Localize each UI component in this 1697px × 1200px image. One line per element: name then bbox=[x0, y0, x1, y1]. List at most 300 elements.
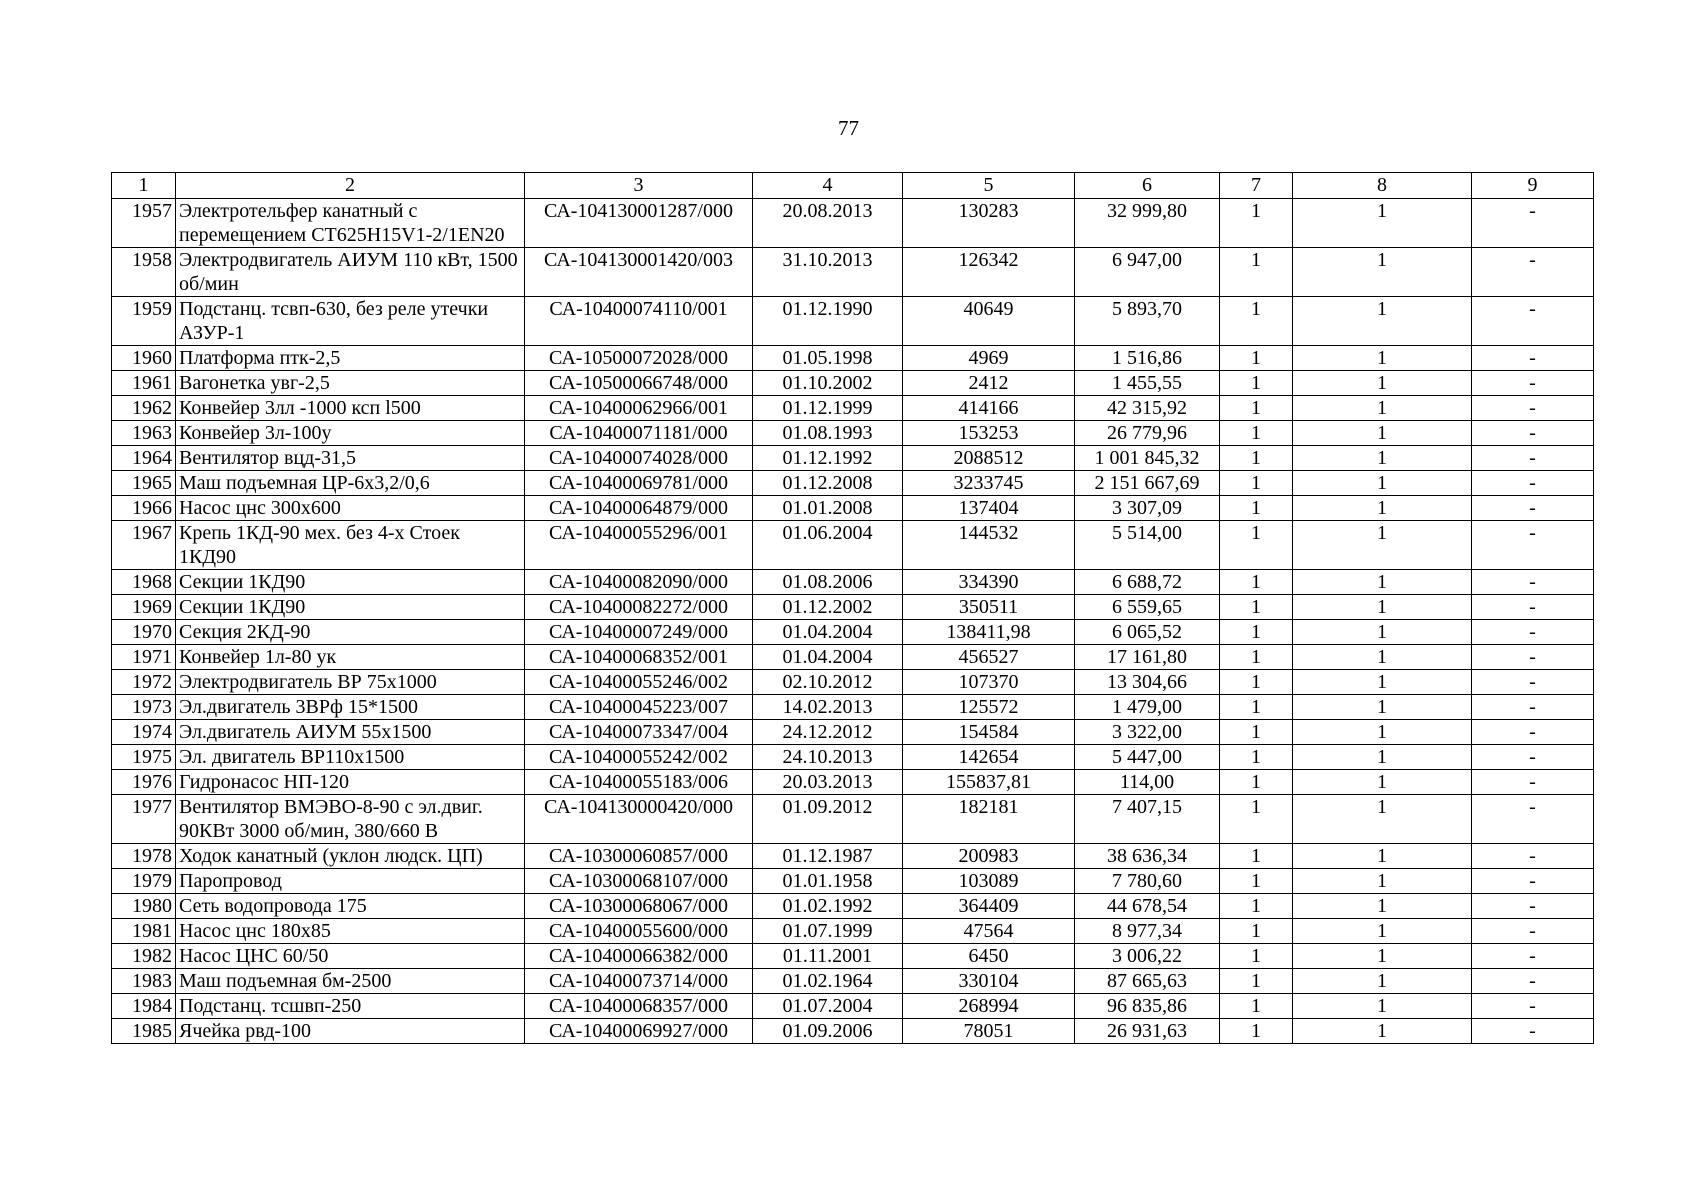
item-name-cell: Конвейер 3лл -1000 ксп l500 bbox=[176, 396, 525, 421]
item-name-cell: Вентилятор ВМЭВО-8-90 с эл.двиг. 90КВт 3000 об/мин, 380/660 В bbox=[176, 795, 525, 844]
column-header: 5 bbox=[903, 173, 1075, 199]
asset-code-cell: СА-10400055242/002 bbox=[525, 745, 753, 770]
column-header: 1 bbox=[112, 173, 176, 199]
column-9-cell: - bbox=[1472, 595, 1594, 620]
table-row bbox=[112, 248, 1594, 297]
column-8-cell: 1 bbox=[1293, 795, 1472, 844]
column-9-cell: - bbox=[1472, 670, 1594, 695]
amount-cell: 7 407,15 bbox=[1075, 795, 1220, 844]
item-name-cell: Гидронасос НП-120 bbox=[176, 770, 525, 795]
column-8-cell: 1 bbox=[1293, 248, 1472, 297]
row-number-cell: 1977 bbox=[112, 795, 176, 844]
column-9-cell: - bbox=[1472, 919, 1594, 944]
column-7-cell: 1 bbox=[1220, 944, 1293, 969]
column-header: 3 bbox=[525, 173, 753, 199]
asset-table bbox=[111, 172, 1594, 1044]
inventory-value-cell: 364409 bbox=[903, 894, 1075, 919]
inventory-value-cell: 107370 bbox=[903, 670, 1075, 695]
inventory-value-cell: 78051 bbox=[903, 1019, 1075, 1044]
amount-cell: 96 835,86 bbox=[1075, 994, 1220, 1019]
row-number-cell: 1969 bbox=[112, 595, 176, 620]
inventory-value-cell: 4969 bbox=[903, 346, 1075, 371]
asset-code-cell: СА-10300060857/000 bbox=[525, 844, 753, 869]
column-7-cell: 1 bbox=[1220, 670, 1293, 695]
table-row bbox=[112, 346, 1594, 371]
column-9-cell: - bbox=[1472, 795, 1594, 844]
column-7-cell: 1 bbox=[1220, 1019, 1293, 1044]
table-header bbox=[112, 173, 1594, 199]
amount-cell: 13 304,66 bbox=[1075, 670, 1220, 695]
column-8-cell: 1 bbox=[1293, 994, 1472, 1019]
inventory-value-cell: 200983 bbox=[903, 844, 1075, 869]
item-name-cell: Ходок канатный (уклон людск. ЦП) bbox=[176, 844, 525, 869]
table-row bbox=[112, 620, 1594, 645]
column-9-cell: - bbox=[1472, 396, 1594, 421]
column-7-cell: 1 bbox=[1220, 695, 1293, 720]
column-7-cell: 1 bbox=[1220, 570, 1293, 595]
amount-cell: 5 514,00 bbox=[1075, 521, 1220, 570]
amount-cell: 6 688,72 bbox=[1075, 570, 1220, 595]
item-name-cell: Эл.двигатель 3ВРф 15*1500 bbox=[176, 695, 525, 720]
amount-cell: 6 065,52 bbox=[1075, 620, 1220, 645]
date-cell: 01.07.2004 bbox=[753, 994, 903, 1019]
column-9-cell: - bbox=[1472, 446, 1594, 471]
inventory-value-cell: 142654 bbox=[903, 745, 1075, 770]
table-row bbox=[112, 471, 1594, 496]
date-cell: 01.12.1990 bbox=[753, 297, 903, 346]
amount-cell: 42 315,92 bbox=[1075, 396, 1220, 421]
column-9-cell: - bbox=[1472, 969, 1594, 994]
amount-cell: 5 893,70 bbox=[1075, 297, 1220, 346]
column-7-cell: 1 bbox=[1220, 869, 1293, 894]
header-row bbox=[112, 173, 1594, 199]
table-row bbox=[112, 396, 1594, 421]
inventory-value-cell: 155837,81 bbox=[903, 770, 1075, 795]
amount-cell: 7 780,60 bbox=[1075, 869, 1220, 894]
date-cell: 01.12.1987 bbox=[753, 844, 903, 869]
row-number-cell: 1960 bbox=[112, 346, 176, 371]
inventory-value-cell: 330104 bbox=[903, 969, 1075, 994]
column-8-cell: 1 bbox=[1293, 645, 1472, 670]
asset-code-cell: СА-10400007249/000 bbox=[525, 620, 753, 645]
column-7-cell: 1 bbox=[1220, 969, 1293, 994]
inventory-value-cell: 126342 bbox=[903, 248, 1075, 297]
column-8-cell: 1 bbox=[1293, 471, 1472, 496]
column-7-cell: 1 bbox=[1220, 994, 1293, 1019]
column-header: 8 bbox=[1293, 173, 1472, 199]
table-row bbox=[112, 969, 1594, 994]
asset-code-cell: СА-10400082090/000 bbox=[525, 570, 753, 595]
date-cell: 01.04.2004 bbox=[753, 645, 903, 670]
item-name-cell: Подстанц. тсшвп-250 bbox=[176, 994, 525, 1019]
amount-cell: 17 161,80 bbox=[1075, 645, 1220, 670]
asset-code-cell: СА-10400073714/000 bbox=[525, 969, 753, 994]
column-8-cell: 1 bbox=[1293, 695, 1472, 720]
date-cell: 01.01.1958 bbox=[753, 869, 903, 894]
column-8-cell: 1 bbox=[1293, 595, 1472, 620]
amount-cell: 32 999,80 bbox=[1075, 199, 1220, 248]
amount-cell: 26 779,96 bbox=[1075, 421, 1220, 446]
column-header: 9 bbox=[1472, 173, 1594, 199]
table-row bbox=[112, 795, 1594, 844]
item-name-cell: Сеть водопровода 175 bbox=[176, 894, 525, 919]
row-number-cell: 1985 bbox=[112, 1019, 176, 1044]
column-8-cell: 1 bbox=[1293, 745, 1472, 770]
amount-cell: 1 455,55 bbox=[1075, 371, 1220, 396]
table-row bbox=[112, 521, 1594, 570]
table-row bbox=[112, 844, 1594, 869]
row-number-cell: 1972 bbox=[112, 670, 176, 695]
column-8-cell: 1 bbox=[1293, 944, 1472, 969]
item-name-cell: Электродвигатель ВР 75х1000 bbox=[176, 670, 525, 695]
date-cell: 01.06.2004 bbox=[753, 521, 903, 570]
column-9-cell: - bbox=[1472, 944, 1594, 969]
asset-code-cell: СА-10400069781/000 bbox=[525, 471, 753, 496]
table-body bbox=[112, 199, 1594, 1044]
asset-code-cell: СА-10400055600/000 bbox=[525, 919, 753, 944]
asset-code-cell: СА-10400073347/004 bbox=[525, 720, 753, 745]
column-7-cell: 1 bbox=[1220, 496, 1293, 521]
asset-code-cell: СА-10500066748/000 bbox=[525, 371, 753, 396]
column-8-cell: 1 bbox=[1293, 297, 1472, 346]
column-8-cell: 1 bbox=[1293, 1019, 1472, 1044]
item-name-cell: Секции 1КД90 bbox=[176, 595, 525, 620]
inventory-value-cell: 334390 bbox=[903, 570, 1075, 595]
item-name-cell: Маш подъемная ЦР-6х3,2/0,6 bbox=[176, 471, 525, 496]
amount-cell: 6 947,00 bbox=[1075, 248, 1220, 297]
inventory-value-cell: 153253 bbox=[903, 421, 1075, 446]
asset-code-cell: СА-10400068357/000 bbox=[525, 994, 753, 1019]
column-7-cell: 1 bbox=[1220, 620, 1293, 645]
column-7-cell: 1 bbox=[1220, 795, 1293, 844]
date-cell: 01.08.2006 bbox=[753, 570, 903, 595]
row-number-cell: 1970 bbox=[112, 620, 176, 645]
row-number-cell: 1966 bbox=[112, 496, 176, 521]
inventory-value-cell: 138411,98 bbox=[903, 620, 1075, 645]
column-8-cell: 1 bbox=[1293, 496, 1472, 521]
date-cell: 01.02.1992 bbox=[753, 894, 903, 919]
table-row bbox=[112, 869, 1594, 894]
column-9-cell: - bbox=[1472, 248, 1594, 297]
inventory-value-cell: 268994 bbox=[903, 994, 1075, 1019]
column-9-cell: - bbox=[1472, 346, 1594, 371]
date-cell: 01.12.1992 bbox=[753, 446, 903, 471]
inventory-value-cell: 137404 bbox=[903, 496, 1075, 521]
row-number-cell: 1967 bbox=[112, 521, 176, 570]
row-number-cell: 1958 bbox=[112, 248, 176, 297]
column-9-cell: - bbox=[1472, 199, 1594, 248]
row-number-cell: 1973 bbox=[112, 695, 176, 720]
inventory-value-cell: 3233745 bbox=[903, 471, 1075, 496]
date-cell: 01.12.2008 bbox=[753, 471, 903, 496]
item-name-cell: Вагонетка увг-2,5 bbox=[176, 371, 525, 396]
row-number-cell: 1980 bbox=[112, 894, 176, 919]
inventory-value-cell: 47564 bbox=[903, 919, 1075, 944]
amount-cell: 5 447,00 bbox=[1075, 745, 1220, 770]
date-cell: 01.07.1999 bbox=[753, 919, 903, 944]
date-cell: 01.05.1998 bbox=[753, 346, 903, 371]
item-name-cell: Подстанц. тсвп-630, без реле утечки АЗУР-1 bbox=[176, 297, 525, 346]
asset-code-cell: СА-10400066382/000 bbox=[525, 944, 753, 969]
column-8-cell: 1 bbox=[1293, 371, 1472, 396]
column-7-cell: 1 bbox=[1220, 471, 1293, 496]
column-8-cell: 1 bbox=[1293, 919, 1472, 944]
row-number-cell: 1962 bbox=[112, 396, 176, 421]
column-9-cell: - bbox=[1472, 720, 1594, 745]
table-row bbox=[112, 670, 1594, 695]
row-number-cell: 1983 bbox=[112, 969, 176, 994]
amount-cell: 26 931,63 bbox=[1075, 1019, 1220, 1044]
column-9-cell: - bbox=[1472, 297, 1594, 346]
item-name-cell: Секции 1КД90 bbox=[176, 570, 525, 595]
amount-cell: 8 977,34 bbox=[1075, 919, 1220, 944]
row-number-cell: 1961 bbox=[112, 371, 176, 396]
column-7-cell: 1 bbox=[1220, 199, 1293, 248]
item-name-cell: Вентилятор вцд-31,5 bbox=[176, 446, 525, 471]
table-row bbox=[112, 944, 1594, 969]
column-header: 7 bbox=[1220, 173, 1293, 199]
column-8-cell: 1 bbox=[1293, 396, 1472, 421]
table-row bbox=[112, 570, 1594, 595]
row-number-cell: 1981 bbox=[112, 919, 176, 944]
column-8-cell: 1 bbox=[1293, 346, 1472, 371]
row-number-cell: 1976 bbox=[112, 770, 176, 795]
asset-code-cell: СА-10400082272/000 bbox=[525, 595, 753, 620]
column-9-cell: - bbox=[1472, 869, 1594, 894]
date-cell: 01.09.2006 bbox=[753, 1019, 903, 1044]
column-9-cell: - bbox=[1472, 994, 1594, 1019]
row-number-cell: 1965 bbox=[112, 471, 176, 496]
date-cell: 01.04.2004 bbox=[753, 620, 903, 645]
asset-code-cell: СА-10400071181/000 bbox=[525, 421, 753, 446]
table-row bbox=[112, 1019, 1594, 1044]
date-cell: 24.12.2012 bbox=[753, 720, 903, 745]
column-header: 2 bbox=[176, 173, 525, 199]
column-8-cell: 1 bbox=[1293, 844, 1472, 869]
column-8-cell: 1 bbox=[1293, 770, 1472, 795]
table-row bbox=[112, 496, 1594, 521]
column-8-cell: 1 bbox=[1293, 570, 1472, 595]
amount-cell: 2 151 667,69 bbox=[1075, 471, 1220, 496]
table-row bbox=[112, 595, 1594, 620]
row-number-cell: 1979 bbox=[112, 869, 176, 894]
column-7-cell: 1 bbox=[1220, 446, 1293, 471]
column-8-cell: 1 bbox=[1293, 446, 1472, 471]
inventory-value-cell: 130283 bbox=[903, 199, 1075, 248]
asset-code-cell: СА-10400064879/000 bbox=[525, 496, 753, 521]
column-7-cell: 1 bbox=[1220, 396, 1293, 421]
inventory-value-cell: 2088512 bbox=[903, 446, 1075, 471]
date-cell: 01.11.2001 bbox=[753, 944, 903, 969]
amount-cell: 3 307,09 bbox=[1075, 496, 1220, 521]
inventory-value-cell: 2412 bbox=[903, 371, 1075, 396]
table-row bbox=[112, 371, 1594, 396]
date-cell: 01.01.2008 bbox=[753, 496, 903, 521]
date-cell: 02.10.2012 bbox=[753, 670, 903, 695]
item-name-cell: Электротельфер канатный с перемещением СТ625Н15V1-2/1EN20 bbox=[176, 199, 525, 248]
column-7-cell: 1 bbox=[1220, 421, 1293, 446]
item-name-cell: Насос цнс 300х600 bbox=[176, 496, 525, 521]
inventory-value-cell: 103089 bbox=[903, 869, 1075, 894]
asset-code-cell: СА-10400062966/001 bbox=[525, 396, 753, 421]
row-number-cell: 1978 bbox=[112, 844, 176, 869]
table-row bbox=[112, 770, 1594, 795]
amount-cell: 3 006,22 bbox=[1075, 944, 1220, 969]
table-row bbox=[112, 695, 1594, 720]
column-9-cell: - bbox=[1472, 521, 1594, 570]
column-7-cell: 1 bbox=[1220, 645, 1293, 670]
asset-code-cell: СА-104130000420/000 bbox=[525, 795, 753, 844]
table-row bbox=[112, 199, 1594, 248]
table-row bbox=[112, 421, 1594, 446]
inventory-value-cell: 125572 bbox=[903, 695, 1075, 720]
asset-code-cell: СА-10300068107/000 bbox=[525, 869, 753, 894]
column-9-cell: - bbox=[1472, 844, 1594, 869]
asset-code-cell: СА-104130001287/000 bbox=[525, 199, 753, 248]
date-cell: 01.09.2012 bbox=[753, 795, 903, 844]
column-8-cell: 1 bbox=[1293, 894, 1472, 919]
column-7-cell: 1 bbox=[1220, 346, 1293, 371]
asset-code-cell: СА-10400055246/002 bbox=[525, 670, 753, 695]
asset-code-cell: СА-10400074110/001 bbox=[525, 297, 753, 346]
column-7-cell: 1 bbox=[1220, 745, 1293, 770]
table-row bbox=[112, 894, 1594, 919]
column-header: 6 bbox=[1075, 173, 1220, 199]
column-8-cell: 1 bbox=[1293, 620, 1472, 645]
table-row bbox=[112, 720, 1594, 745]
asset-code-cell: СА-10300068067/000 bbox=[525, 894, 753, 919]
column-7-cell: 1 bbox=[1220, 770, 1293, 795]
inventory-value-cell: 144532 bbox=[903, 521, 1075, 570]
item-name-cell: Насос ЦНС 60/50 bbox=[176, 944, 525, 969]
inventory-value-cell: 456527 bbox=[903, 645, 1075, 670]
row-number-cell: 1959 bbox=[112, 297, 176, 346]
item-name-cell: Эл.двигатель АИУМ 55х1500 bbox=[176, 720, 525, 745]
column-header: 4 bbox=[753, 173, 903, 199]
inventory-value-cell: 414166 bbox=[903, 396, 1075, 421]
column-8-cell: 1 bbox=[1293, 969, 1472, 994]
amount-cell: 87 665,63 bbox=[1075, 969, 1220, 994]
date-cell: 14.02.2013 bbox=[753, 695, 903, 720]
row-number-cell: 1984 bbox=[112, 994, 176, 1019]
amount-cell: 44 678,54 bbox=[1075, 894, 1220, 919]
date-cell: 20.08.2013 bbox=[753, 199, 903, 248]
asset-code-cell: СА-10400055183/006 bbox=[525, 770, 753, 795]
table-row bbox=[112, 446, 1594, 471]
amount-cell: 1 516,86 bbox=[1075, 346, 1220, 371]
inventory-value-cell: 154584 bbox=[903, 720, 1075, 745]
amount-cell: 3 322,00 bbox=[1075, 720, 1220, 745]
item-name-cell: Маш подъемная бм-2500 bbox=[176, 969, 525, 994]
amount-cell: 1 479,00 bbox=[1075, 695, 1220, 720]
item-name-cell: Паропровод bbox=[176, 869, 525, 894]
row-number-cell: 1971 bbox=[112, 645, 176, 670]
date-cell: 01.10.2002 bbox=[753, 371, 903, 396]
inventory-value-cell: 6450 bbox=[903, 944, 1075, 969]
amount-cell: 114,00 bbox=[1075, 770, 1220, 795]
column-7-cell: 1 bbox=[1220, 521, 1293, 570]
column-9-cell: - bbox=[1472, 1019, 1594, 1044]
amount-cell: 38 636,34 bbox=[1075, 844, 1220, 869]
asset-code-cell: СА-10400055296/001 bbox=[525, 521, 753, 570]
amount-cell: 1 001 845,32 bbox=[1075, 446, 1220, 471]
asset-code-cell: СА-10400074028/000 bbox=[525, 446, 753, 471]
page-number: 77 bbox=[838, 116, 859, 140]
column-9-cell: - bbox=[1472, 570, 1594, 595]
column-9-cell: - bbox=[1472, 695, 1594, 720]
item-name-cell: Платформа птк-2,5 bbox=[176, 346, 525, 371]
item-name-cell: Конвейер 3л-100у bbox=[176, 421, 525, 446]
date-cell: 01.08.1993 bbox=[753, 421, 903, 446]
column-8-cell: 1 bbox=[1293, 199, 1472, 248]
table-row bbox=[112, 994, 1594, 1019]
item-name-cell: Конвейер 1л-80 ук bbox=[176, 645, 525, 670]
table-row bbox=[112, 297, 1594, 346]
column-7-cell: 1 bbox=[1220, 297, 1293, 346]
column-9-cell: - bbox=[1472, 471, 1594, 496]
table-row bbox=[112, 919, 1594, 944]
inventory-value-cell: 350511 bbox=[903, 595, 1075, 620]
date-cell: 01.12.2002 bbox=[753, 595, 903, 620]
inventory-value-cell: 182181 bbox=[903, 795, 1075, 844]
item-name-cell: Эл. двигатель ВР110х1500 bbox=[176, 745, 525, 770]
column-9-cell: - bbox=[1472, 496, 1594, 521]
column-9-cell: - bbox=[1472, 620, 1594, 645]
row-number-cell: 1975 bbox=[112, 745, 176, 770]
column-7-cell: 1 bbox=[1220, 720, 1293, 745]
row-number-cell: 1957 bbox=[112, 199, 176, 248]
column-8-cell: 1 bbox=[1293, 869, 1472, 894]
column-7-cell: 1 bbox=[1220, 371, 1293, 396]
column-9-cell: - bbox=[1472, 645, 1594, 670]
date-cell: 20.03.2013 bbox=[753, 770, 903, 795]
date-cell: 01.02.1964 bbox=[753, 969, 903, 994]
asset-code-cell: СА-10400068352/001 bbox=[525, 645, 753, 670]
table-row bbox=[112, 645, 1594, 670]
row-number-cell: 1964 bbox=[112, 446, 176, 471]
column-9-cell: - bbox=[1472, 770, 1594, 795]
row-number-cell: 1974 bbox=[112, 720, 176, 745]
column-7-cell: 1 bbox=[1220, 248, 1293, 297]
column-8-cell: 1 bbox=[1293, 421, 1472, 446]
column-9-cell: - bbox=[1472, 745, 1594, 770]
asset-code-cell: СА-10400045223/007 bbox=[525, 695, 753, 720]
column-9-cell: - bbox=[1472, 421, 1594, 446]
column-9-cell: - bbox=[1472, 371, 1594, 396]
table-row bbox=[112, 745, 1594, 770]
row-number-cell: 1982 bbox=[112, 944, 176, 969]
column-8-cell: 1 bbox=[1293, 720, 1472, 745]
column-7-cell: 1 bbox=[1220, 844, 1293, 869]
inventory-value-cell: 40649 bbox=[903, 297, 1075, 346]
asset-code-cell: СА-10400069927/000 bbox=[525, 1019, 753, 1044]
row-number-cell: 1968 bbox=[112, 570, 176, 595]
column-7-cell: 1 bbox=[1220, 595, 1293, 620]
column-9-cell: - bbox=[1472, 894, 1594, 919]
asset-code-cell: СА-104130001420/003 bbox=[525, 248, 753, 297]
column-7-cell: 1 bbox=[1220, 894, 1293, 919]
date-cell: 01.12.1999 bbox=[753, 396, 903, 421]
column-8-cell: 1 bbox=[1293, 521, 1472, 570]
date-cell: 24.10.2013 bbox=[753, 745, 903, 770]
item-name-cell: Секция 2КД-90 bbox=[176, 620, 525, 645]
item-name-cell: Ячейка рвд-100 bbox=[176, 1019, 525, 1044]
item-name-cell: Электродвигатель АИУМ 110 кВт, 1500 об/мин bbox=[176, 248, 525, 297]
column-8-cell: 1 bbox=[1293, 670, 1472, 695]
column-7-cell: 1 bbox=[1220, 919, 1293, 944]
date-cell: 31.10.2013 bbox=[753, 248, 903, 297]
item-name-cell: Насос цнс 180х85 bbox=[176, 919, 525, 944]
